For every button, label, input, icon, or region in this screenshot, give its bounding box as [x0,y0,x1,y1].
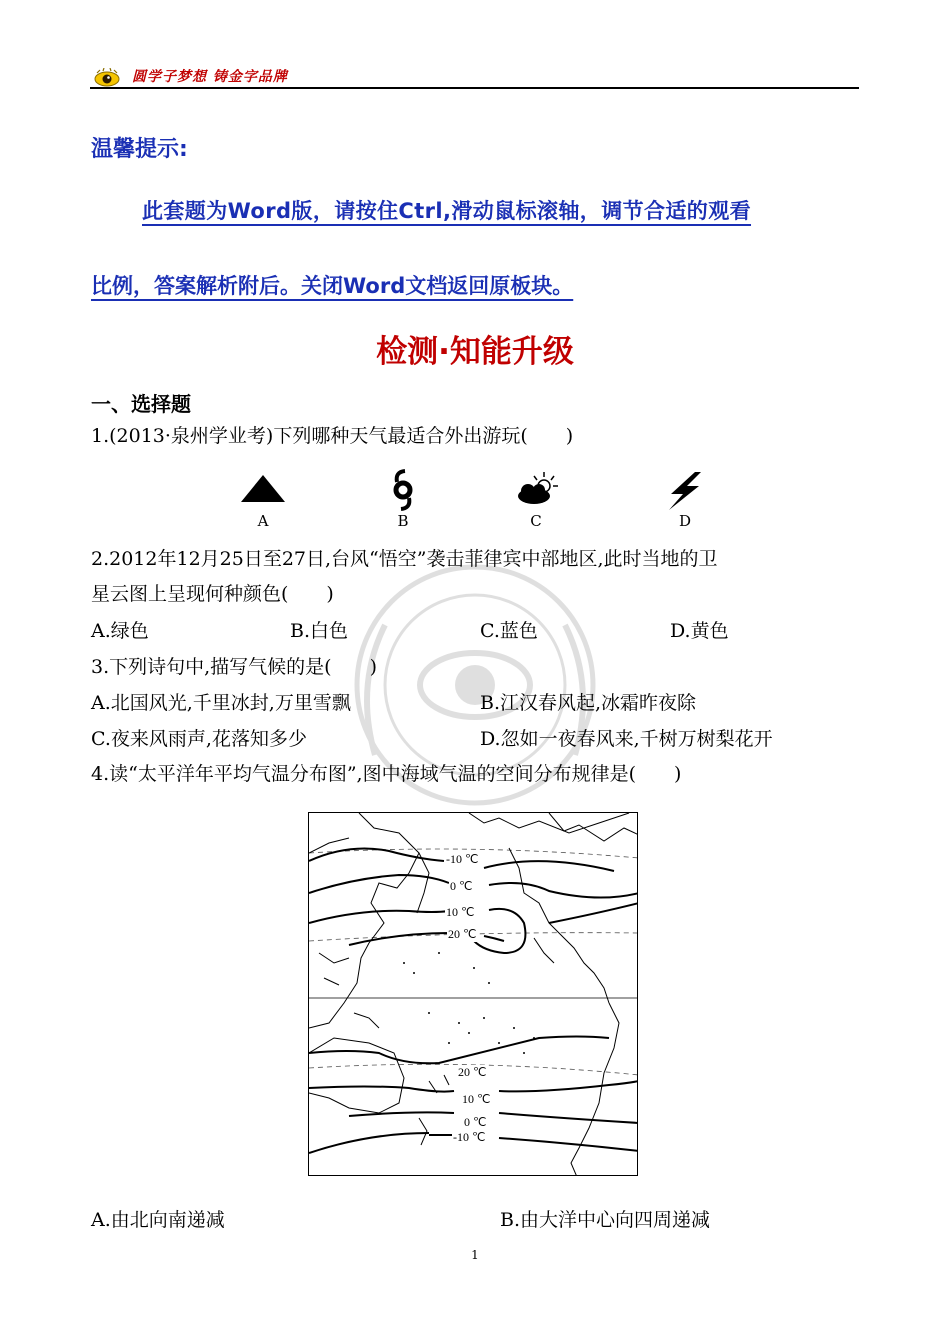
isotherm-label-south-10: 10 ℃ [462,1092,491,1106]
lightning-icon [655,468,715,518]
cloudy-sun-icon [506,468,566,518]
q2-option-a: A.绿色 [91,620,149,642]
symbol-d-label: D [678,512,692,530]
question-2-line-1: 2.2012年12月25日至27日,台风“悟空”袭击菲律宾中部地区,此时当地的卫 [91,548,718,570]
question-2-line-2: 星云图上呈现何种颜色( ) [91,583,334,605]
q4-option-a: A.由北向南递减 [91,1209,225,1231]
isotherm-label-north-20: 20 ℃ [448,927,477,941]
q3-option-a: A.北国风光,千里冰封,万里雪飘 [91,692,351,714]
symbol-b-label: B [397,512,409,530]
tip-line-2: 比例，答案解析附后。关闭Word文档返回原板块。 [91,274,574,298]
eye-logo-icon [94,68,120,88]
typhoon-icon [373,468,433,518]
q2-option-d: D.黄色 [670,620,729,642]
q4-option-b: B.由大洋中心向四周递减 [500,1209,711,1231]
isotherm-label-south-20: 20 ℃ [458,1065,487,1079]
symbol-c-label: C [530,512,542,530]
question-3-stem: 3.下列诗句中,描写气候的是( ) [91,656,377,678]
question-1-stem: 1.(2013·泉州学业考)下列哪种天气最适合外出游玩( ) [91,425,574,447]
part-title: 一、选择题 [91,392,191,416]
tip-title: 温馨提示: [91,137,188,162]
page-number: 1 [471,1248,479,1262]
tip-line-1: 此套题为Word版，请按住Ctrl,滑动鼠标滚轴，调节合适的观看 [142,199,752,223]
isotherm-label-south-minus10: -10 ℃ [453,1130,486,1144]
q3-option-d: D.忽如一夜春风来,千树万树梨花开 [480,728,773,750]
pacific-temperature-map [308,812,638,1176]
isotherm-label-north-10: 10 ℃ [446,905,475,919]
isotherm-label-north-minus10: -10 ℃ [446,852,479,866]
q3-option-b: B.江汉春风起,冰霜昨夜除 [480,692,697,714]
isotherm-label-north-0: 0 ℃ [450,879,473,893]
section-title: 检测·知能升级 [376,334,574,370]
symbol-a-label: A [257,512,269,530]
header-slogan: 圆学子梦想 铸金字品牌 [132,69,288,85]
q3-option-c: C.夜来风雨声,花落知多少 [91,728,307,750]
isotherm-label-south-0: 0 ℃ [464,1115,487,1129]
q2-option-b: B.白色 [290,620,349,642]
q2-option-c: C.蓝色 [480,620,538,642]
question-4-stem: 4.读“太平洋年平均气温分布图”,图中海域气温的空间分布规律是( ) [91,763,682,785]
header-rule [90,87,859,89]
